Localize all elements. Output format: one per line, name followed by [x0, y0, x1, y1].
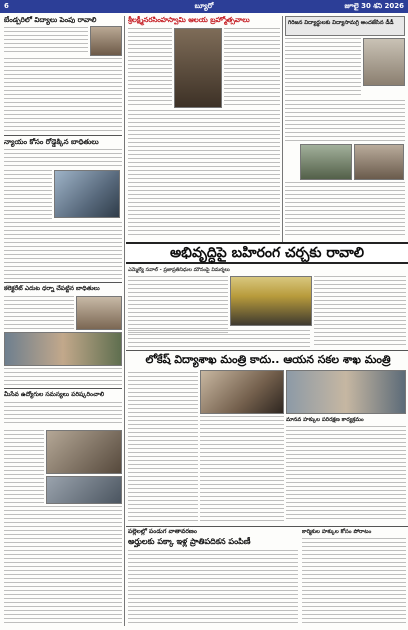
article-body: [128, 276, 228, 336]
column-divider: [124, 16, 125, 626]
article-photo: [363, 38, 405, 86]
article-body: [4, 27, 88, 55]
article-photo: [46, 430, 122, 474]
article-body: [4, 170, 52, 220]
article-body: [4, 149, 122, 169]
article-body: [4, 296, 74, 330]
article-body: [4, 430, 44, 504]
column-divider: [282, 16, 283, 242]
article-body: [4, 506, 122, 624]
article-headline: అర్హులకు పక్కా ఇళ్ల ప్రాతిపదికన పంపిణీ: [128, 537, 251, 546]
divider: [126, 350, 408, 351]
article-photo: [76, 296, 122, 330]
article-photo: [200, 370, 284, 414]
divider: [4, 282, 122, 283]
page-number: 6: [4, 2, 9, 10]
article-body: [4, 58, 122, 134]
article-header-box: [285, 16, 405, 36]
article-body: [285, 100, 405, 142]
article-body: [200, 416, 284, 524]
article-headline: కలెక్టరేట్ ఎదుట ధర్నా చేపట్టిన బాధితులు: [4, 285, 100, 292]
article-photo: [286, 370, 406, 414]
article-body: [128, 550, 298, 624]
article-body: [128, 372, 198, 398]
article-body: [4, 222, 122, 280]
article-body: [128, 110, 280, 238]
article-photo: [174, 28, 222, 108]
article-photo: [90, 26, 122, 56]
article-body: [285, 182, 405, 238]
article-body: [302, 538, 406, 624]
article-headline: శ్రీలక్ష్మీనరసింహస్వామి ఆలయ బ్రహ్మోత్సవాలు: [128, 16, 250, 24]
article-headline: లోకేష్ విద్యాశాఖ మంత్రి కాదు.. ఆయన సకల శాఖ మంత్రి: [145, 353, 391, 366]
divider: [126, 526, 408, 527]
article-body: [4, 368, 122, 386]
masthead-bar: [0, 0, 408, 13]
article-photo: [354, 144, 404, 180]
article-headline: న్యాయం కోసం రోడ్డెక్కిన బాధితులు: [4, 138, 99, 146]
article-body: [128, 330, 310, 348]
article-body: [128, 400, 198, 524]
article-body: [285, 38, 361, 98]
article-photo: [46, 476, 122, 504]
section-name: బ్యూరో: [194, 2, 214, 10]
article-photo: [4, 332, 122, 366]
article-headline: కార్మికుల హక్కుల కోసం పోరాటం: [302, 529, 372, 535]
divider: [4, 135, 122, 136]
article-headline: మానవ హక్కుల పరిరక్షణ కార్యక్రమం: [286, 417, 364, 423]
article-photo: [230, 276, 312, 326]
article-photo: [300, 144, 352, 180]
article-body: [128, 28, 172, 108]
article-headline: పల్లెలల్లో పండుగ వాతావరణం: [128, 528, 197, 535]
article-headline: గిరిజన విద్యార్థులకు విద్యాసామగ్రి అందజేసిన డీడీ: [288, 20, 394, 26]
main-subheadline: ఎమ్మెల్యే సవాల్ - ప్రజాప్రతినిధుల మౌనంపై విమర్శలు: [128, 267, 230, 273]
article-headline: మీసేవ ఉద్యోగుల సమస్యలు పరిష్కరించాలి: [4, 391, 105, 398]
edition-date: జూలై 30 శని 2026: [344, 2, 404, 10]
article-photo: [54, 170, 120, 218]
article-body: [286, 426, 406, 522]
main-headline: అభివృద్ధిపై బహిరంగ చర్చకు రావాలి: [126, 242, 408, 264]
article-headline: బేండ్పరిలో విద్యాలు పెంపు రావాలి: [4, 16, 97, 24]
article-body: [224, 28, 280, 108]
divider: [4, 388, 122, 389]
article-body: [4, 402, 122, 426]
article-body: [314, 276, 406, 346]
